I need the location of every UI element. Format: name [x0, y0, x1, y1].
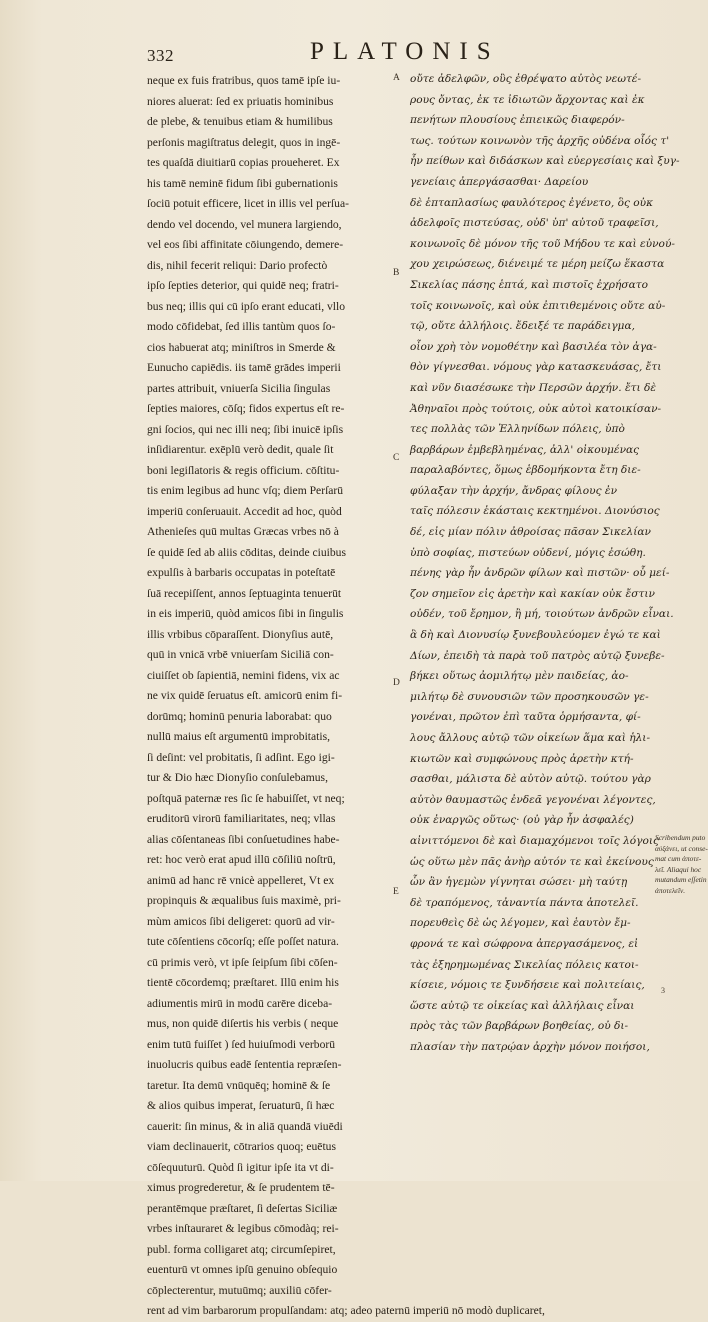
greek-text-line: δέ, εἰς μίαν πόλιν ἀθροίσας πᾶσαν Σικελίαν	[410, 526, 651, 539]
greek-text-line: βαρβάρων ἐμβεβλημένας, ἀλλ' οἰκουμένας	[410, 443, 640, 456]
margin-note-line: mutandum eſſetin	[655, 875, 707, 884]
section-marker-e: E	[393, 887, 399, 897]
latin-text-line: niores aluerat: ſed ex priuatis hominibus	[147, 94, 334, 108]
latin-text-line: & alios quibus imperat, ſeruaturū, ſi hæc	[147, 1099, 335, 1112]
section-marker-b: B	[393, 268, 400, 278]
latin-text-line: Eunucho capiēdis. iis tamē grādes imperii	[147, 361, 341, 374]
greek-text-line: κοινωνοῖς δὲ μόνον τῆς τοῦ Μήδου τε καὶ εὐνού-	[410, 237, 675, 250]
latin-text-line: cios habuerat atq; miniſtros in Smerde &	[147, 340, 336, 354]
greek-text-line: ζον σημεῖον εἰς ἀρετὴν καὶ κακίαν οὐκ ἔστιν	[410, 587, 655, 600]
greek-text-line: βήκει οὕτως ἀομιλήτῳ μὲν παιδείας, ἀο-	[410, 670, 629, 683]
margin-note-line: αὐξάνει, ut conse-	[655, 843, 708, 853]
greek-text-line: ὡς οὕτω μὲν πᾶς ἀνὴρ αὐτόν τε καὶ ἐκείνους	[410, 855, 654, 868]
greek-text-line: πλασίαν τὴν πατρῴαν ἀρχὴν μόνον ποιήσοι,	[410, 1040, 650, 1053]
latin-text-line: ret: hoc verò erat apud illū cōſiliū noſtrū,	[147, 853, 336, 866]
latin-text-line: nullū maius eſt argumentū improbitatis,	[147, 730, 331, 743]
latin-text-line: inſidiarentur. exēplū verò dedit, quale ſit	[147, 443, 334, 456]
greek-text-line: οἷον χρὴ τὸν νομοθέτην καὶ βασιλέα τὸν ἀγα-	[410, 340, 657, 353]
greek-text-line: Σικελίας πάσης ἑπτά, καὶ πιστοῖς ἐχρήσατο	[410, 278, 648, 291]
latin-text-line: ſepties maiores, cōſq; fidos expertus eſt re-	[147, 402, 345, 415]
latin-text-line: perſonis magiſtratus delegit, quos in ingē-	[147, 135, 341, 149]
greek-text-line: δὲ ἑπταπλασίως φαυλότερος ἐγένετο, ὃς οὐκ	[410, 196, 654, 209]
greek-text-line: τοῖς κοινωνοῖς, καὶ οὐκ ἐπιτιθεμένοις οὔτε αὐ-	[410, 299, 666, 312]
latin-text-line: Athenieſes quū multas Græcas vrbes nō à	[147, 525, 339, 538]
greek-text-line: δὲ τραπόμενος, τἀναντία πάντα ἀποτελεῖ.	[410, 896, 639, 909]
latin-text-line: rent ad vim barbarorum propulſandam: atq; adeo paternū imperiū nō modò duplicaret,	[147, 1304, 545, 1317]
greek-text-line: ὑπὸ σοφίας, πιστεύων οὐδενί, μόγις ἐσώθη.	[410, 546, 646, 559]
latin-text-line: tis enim legibus ad hunc vſq; diem Perſarū	[147, 484, 344, 497]
section-marker-c: C	[393, 453, 400, 463]
greek-text-line: ἦν πείθων καὶ διδάσκων καὶ εὐεργεσίαις καὶ ξυγ-	[410, 155, 680, 168]
greek-text-line: ὧν ἂν ἡγεμὼν γίγνηται σώσει· μὴ ταύτῃ	[410, 876, 628, 889]
latin-text-line: adiumentis mirū in modū carēre diceba-	[147, 996, 333, 1010]
latin-text-line: inuolucris quibus eadē ſententia repræſen-	[147, 1058, 342, 1071]
latin-text-line: bus neq; illis qui cū ipſo erant educati, vllo	[147, 299, 346, 313]
running-head: PLATONIS	[310, 38, 500, 65]
latin-text-line: gni ſocios, qui nec illi neq; ſibi inuicē ipſis	[147, 422, 344, 436]
greek-text-line: ἀδελφοῖς πιστεύσας, οὐδ' ὑπ' αὐτοῦ τραφεῖσι,	[410, 217, 659, 230]
latin-text-line: ſi deſint: vel probitatis, ſi adſint. Ego igi-	[147, 750, 335, 764]
latin-text-line: illis vrbibus cōparaſſent. Dionyſius autē,	[147, 627, 334, 641]
greek-text-line: οὐκ ἐναργῶς οὕτως· (οὐ γὰρ ἦν ἀσφαλές)	[410, 814, 634, 827]
latin-text-line: euenturū vt omnes ipſū genuino obſequio	[147, 1263, 338, 1276]
latin-text-line: ſociū potuit efficere, licet in illis vel perſua-	[147, 197, 349, 210]
latin-text-line: perantēmque præſtaret, ſi deſertas Siciliæ	[147, 1201, 338, 1215]
latin-text-line: partes attribuit, vniuerſa Sicilia ſingulas	[147, 381, 331, 395]
section-marker-a: A	[393, 73, 400, 83]
latin-text-line: modo cōfidebat, ſed illis tantùm quos ſo-	[147, 320, 336, 333]
greek-text-line: καὶ νῦν διασέσωκε τὴν Περσῶν ἀρχήν. ἔτι δὲ	[410, 381, 657, 394]
latin-text-line: expulſis à barbaris occupatas in poteſtatē	[147, 566, 336, 579]
greek-text-line: θὸν γίγνεσθαι. νόμους γὰρ κατασκευάσας, ἔτι	[410, 361, 662, 374]
greek-text-line: λους ἄλλους αὐτῷ τῶν οἰκείων ἅμα καὶ ἡλι-	[410, 732, 651, 744]
margin-note-line: ἀποτελεῖν.	[655, 885, 686, 895]
latin-text-line: his tamē neminē fidum ſibi gubernationis	[147, 176, 338, 190]
latin-text-line: alias cōſentaneas ſibi conſuetudines habe-	[147, 832, 340, 846]
latin-text-line: cauerit: ſin minus, & in aliā quandā viuēdi	[147, 1119, 343, 1133]
greek-text-line: σασθαι, μάλιστα δὲ αὐτὸν αὐτῷ. τούτου γὰρ	[410, 773, 651, 786]
latin-text-line: poſtquā paternæ res ſic ſe habuiſſet, vt neq;	[147, 791, 345, 805]
latin-text-line: tientē cōcordemq; præſtaret. Illū enim his	[147, 976, 339, 989]
greek-text-line: κιωτῶν καὶ συμφώνους πρὸς ἀρετὴν κτή-	[410, 752, 634, 765]
latin-text-line: ſuā recepiſſent, annos ſeptuaginta tenuerūt	[147, 586, 342, 600]
latin-text-line: ne vix quidē ſeruatus eſt. amicorū enim fi-	[147, 689, 343, 702]
latin-text-line: ciuiſſet ob ſapientiā, nemini fidens, vix ac	[147, 668, 340, 682]
greek-text-line: τως. τούτων κοινωνὸν τῆς ἀρχῆς οὐδένα οἷός τ'	[410, 134, 670, 147]
page-number: 332	[147, 46, 174, 65]
greek-text-line: ταῖς πόλεσιν ἑκάσταις κεκτημένοι. Διονύσιος	[410, 505, 660, 518]
greek-text-line: οὐδέν, τοῦ ἔρημον, ἢ μή, τοιούτων ἀνδρῶν εἶναι.	[410, 608, 674, 621]
greek-text-line: φύλαξαν τὴν ἀρχήν, ἄνδρας φίλους ἐν	[410, 484, 618, 497]
greek-text-line: πενήτων πλουσίους ἐπιεικῶς διαφερόν-	[410, 114, 625, 127]
greek-text-line: κίσειε, νόμοις τε ξυνδήσειε καὶ πολιτείαις,	[410, 979, 645, 992]
greek-text-line: οὔτε ἀδελφῶν, οὓς ἐθρέψατο αὐτὸς νεωτέ-	[410, 73, 642, 85]
latin-text-line: imperiū conſeruauit. Accedit ad hoc, quòd	[147, 504, 342, 518]
latin-text-line: ximus progrederetur, & ſe prudentem tē-	[147, 1181, 335, 1194]
latin-text-line: enim tutū fuiſſet ) ſed huiuſmodi verborū	[147, 1037, 336, 1051]
greek-text-line: τὰς ἐξηρημωμένας Σικελίας πόλεις κατοι-	[410, 958, 639, 971]
latin-text-line: viam declinauerit, cōtrarios quoq; euētus	[147, 1140, 336, 1153]
latin-text-line: tes quaſdā diuitiarū copias proueheret. Ex	[147, 156, 340, 169]
latin-text-line: in eis imperiū, quòd amicos ſibi in ſingulis	[147, 607, 344, 620]
latin-text-line: tute cōſentiens cōcorſq; eſſe poſſet natura.	[147, 935, 339, 948]
margin-note-line: mat cum ἀποτε-	[655, 854, 702, 863]
margin-note-line: Scribendum puto	[655, 833, 706, 842]
latin-text-line: ipſo ſepties deterior, qui quidē neq; fratri-	[147, 279, 339, 292]
greek-text-line: χου χειρώσεως, διένειμέ τε μέρη μείζω ἕκαστα	[410, 258, 665, 271]
greek-text-line: παραλαβόντες, ὅμως ἑβδομήκοντα ἔτη διε-	[410, 464, 641, 477]
latin-text-line: vel eos ſibi affinitate cōiungendo, demere-	[147, 238, 344, 251]
greek-text-line: γενείαις ἀπεργάσασθαι· Δαρείου	[410, 175, 589, 188]
greek-text-line: ρους ὄντας, ἐκ τε ἰδιωτῶν ἄρχοντας καὶ ἐκ	[410, 93, 645, 106]
latin-text-line: mùm amicos ſibi deligeret: quorū ad vir-	[147, 914, 335, 928]
latin-text-line: dis, nihil fecerit reliqui: Dario profectò	[147, 258, 328, 272]
latin-text-line: de plebe, & tenuibus etiam & humilibus	[147, 115, 333, 128]
latin-text-line: quū in vnicā vrbē vniuerſam Siciliā con-	[147, 648, 334, 661]
latin-text-line: dorūmq; hominū penuria laborabat: quo	[147, 709, 332, 723]
latin-text-line: animū ad hanc rē vnicè appelleret, Vt ex	[147, 873, 335, 887]
greek-text-line: πένης γὰρ ἦν ἀνδρῶν φίλων καὶ πιστῶν· οὗ μεί-	[410, 567, 670, 580]
latin-text-line: mus, non quidē diſertis his verbis ( neque	[147, 1017, 339, 1030]
latin-text-line: boni legiſlatoris & regis officium. cōſtitu-	[147, 463, 340, 477]
margin-note-line: λεῖ. Aliaqui hoc	[655, 864, 702, 874]
latin-text-line: ſe quidē ſed ab aliis cōditas, deinde ciuibus	[147, 545, 346, 559]
greek-text-line: πρὸς τὰς τῶν βαρβάρων βοηθείας, οὐ δι-	[410, 1020, 629, 1033]
latin-text-line: cōſequuturū. Quòd ſi igitur ipſe ita vt di-	[147, 1160, 334, 1174]
latin-text-line: publ. forma colligaret atq; circumſepiret,	[147, 1242, 336, 1256]
margin-note	[655, 833, 708, 896]
greek-text-line: τες πολλὰς τῶν Ἑλληνίδων πόλεις, ὑπὸ	[410, 423, 625, 436]
latin-text-line: dendo vel docendo, vel munera largiendo,	[147, 217, 342, 231]
latin-text-line: neque ex fuis fratribus, quos tamē ipſe iu-	[147, 74, 341, 87]
latin-text-line: cū primis verò, vt ipſe ſeipſum ſibi cōſen-	[147, 955, 338, 969]
stray-mark: 3	[661, 986, 665, 995]
greek-text-line: ὥστε αὐτῷ τε οἰκείας καὶ ἀλλήλαις εἶναι	[410, 999, 635, 1012]
latin-text-line: propinquis & æqualibus ſuis maximè, pri-	[147, 894, 341, 907]
greek-text-line: Δίων, ἐπειδὴ τὰ παρὰ τοῦ πατρὸς αὐτῷ ξυνεβε-	[410, 649, 665, 662]
greek-text-line: ἃ δὴ καὶ Διονυσίῳ ξυνεβουλεύομεν ἐγώ τε καὶ	[410, 629, 661, 642]
greek-text-line: φρονά τε καὶ σώφρονα ἀπεργασάμενος, εἰ	[410, 937, 639, 950]
latin-text-line: tur & Dio hæc Dionyſio conſulebamus,	[147, 771, 328, 784]
greek-text-line: γονέναι, πρῶτον ἐπὶ ταῦτα ὁρμήσαντα, φί-	[410, 711, 641, 724]
latin-text-line: cōplecterentur, mutuūmq; auxiliū cōfer-	[147, 1283, 332, 1297]
latin-text-line: vrbes inſtauraret & legibus cōmodàq; rei-	[147, 1222, 339, 1235]
latin-text-line: taretur. Ita demū vnūquēq; hominē & ſe	[147, 1078, 331, 1092]
greek-text-line: τῷ, οὔτε ἀλλήλοις. ἔδειξέ τε παράδειγμα,	[410, 320, 635, 333]
section-marker-d: D	[393, 678, 400, 688]
greek-text-line: μιλήτῳ δὲ συνουσιῶν τῶν προσηκουσῶν γε-	[410, 690, 649, 703]
greek-text-line: Ἀθηναῖοι πρὸς τούτοις, οὐκ αὐτοὶ κατοικίσαν-	[410, 402, 662, 415]
greek-text-line: αἰνιττόμενοι δὲ καὶ διαμαχόμενοι τοῖς λόγοις	[410, 834, 659, 847]
greek-text-line: αὐτὸν θαυμαστῶς ἐνδεᾶ γεγονέναι λέγοντες,	[410, 793, 656, 806]
latin-text-line: eruditorū virorū familiaritates, neq; vllas	[147, 812, 336, 825]
greek-text-line: πορευθεὶς δὲ ὡς λέγομεν, καὶ ἑαυτὸν ἔμ-	[410, 917, 631, 930]
